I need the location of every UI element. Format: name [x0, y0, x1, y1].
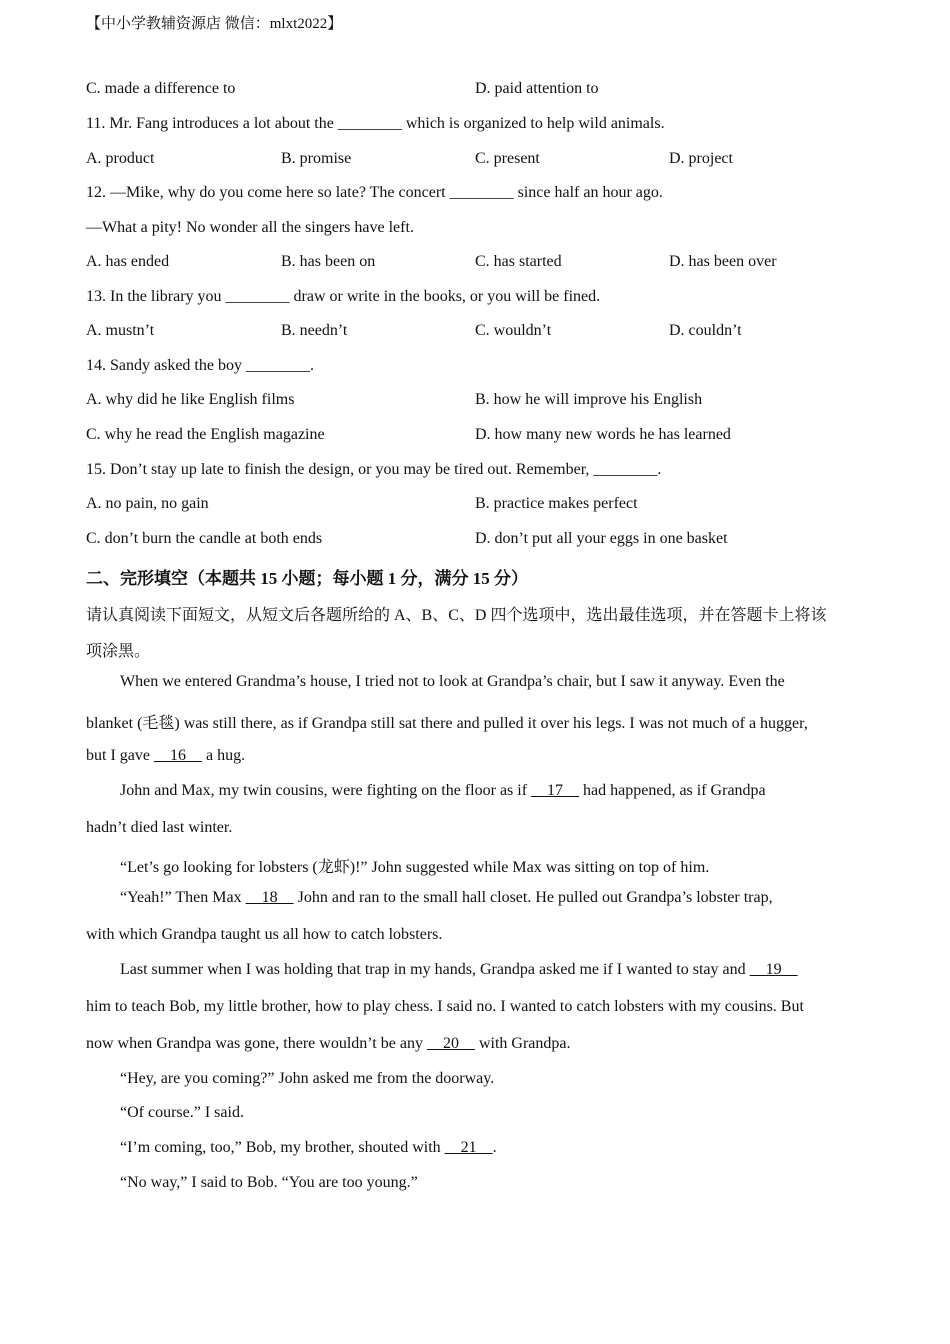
passage-line: with which Grandpa taught us all how to catch lobsters. — [86, 926, 443, 943]
passage-line: “I’m coming, too,” Bob, my brother, shouted with 21 . — [120, 1139, 497, 1156]
section-instruction: 请认真阅读下面短文，从短文后各题所给的 A、B、C、D 四个选项中，选出最佳选项，并在答题卡上将该 — [86, 607, 827, 624]
q13-option-d: D. couldn’t — [669, 322, 742, 339]
q12-option-c: C. has started — [475, 253, 562, 270]
blank-21: 21 — [444, 1139, 493, 1156]
blank-17: 17 — [531, 782, 580, 799]
q14-option-d: D. how many new words he has learned — [475, 426, 731, 443]
passage-line: hadn’t died last winter. — [86, 819, 233, 836]
q14-option-b: B. how he will improve his English — [475, 391, 703, 408]
blank-19: 19 — [749, 961, 798, 978]
passage-line: Last summer when I was holding that trap in my hands, Grandpa asked me if I wanted to stay and 19 — [120, 961, 798, 978]
q11-option-c: C. present — [475, 150, 540, 167]
q11-stem: 11. Mr. Fang introduces a lot about the ________ which is organized to help wild animals. — [86, 115, 665, 132]
watermark-header: 【中小学教辅资源店 微信：mlxt2022】 — [86, 16, 343, 32]
q12-stem: 12. —Mike, why do you come here so late? The concert ________ since half an hour ago. — [86, 184, 663, 201]
q15-option-a: A. no pain, no gain — [86, 495, 209, 512]
passage-line: “Yeah!” Then Max 18 John and ran to the small hall closet. He pulled out Grandpa’s lobster trap, — [120, 889, 773, 906]
passage-line: but I gave 16 a hug. — [86, 747, 246, 764]
passage-line: blanket (毛毯) was still there, as if Grandpa still sat there and pulled it over his legs. I was not much of a hugger, — [86, 715, 808, 732]
q15-stem: 15. Don’t stay up late to finish the design, or you may be tired out. Remember, ________. — [86, 461, 662, 478]
q14-stem: 14. Sandy asked the boy ________. — [86, 357, 314, 374]
passage-line: When we entered Grandma’s house, I tried not to look at Grandpa’s chair, but I saw it anyway. Even the — [120, 673, 785, 690]
passage-line: John and Max, my twin cousins, were fighting on the floor as if 17 had happened, as if Grandpa — [120, 782, 766, 799]
q14-option-c: C. why he read the English magazine — [86, 426, 325, 443]
q10-option-c: C. made a difference to — [86, 80, 236, 97]
q15-option-b: B. practice makes perfect — [475, 495, 638, 512]
q15-option-c: C. don’t burn the candle at both ends — [86, 530, 323, 547]
passage-line: now when Grandpa was gone, there wouldn’t be any 20 with Grandpa. — [86, 1035, 571, 1052]
q11-option-a: A. product — [86, 150, 155, 167]
q15-option-d: D. don’t put all your eggs in one basket — [475, 530, 728, 547]
blank-20: 20 — [426, 1035, 475, 1052]
section-instruction-cont: 项涂黑。 — [86, 643, 151, 660]
q10-option-d: D. paid attention to — [475, 80, 599, 97]
passage-line: “Hey, are you coming?” John asked me from the doorway. — [120, 1070, 495, 1087]
q12-reply: —What a pity! No wonder all the singers have left. — [86, 219, 414, 236]
passage-line: “No way,” I said to Bob. “You are too young.” — [120, 1174, 418, 1191]
passage-line: “Let’s go looking for lobsters (龙虾)!” John suggested while Max was sitting on top of him. — [120, 859, 710, 876]
q13-option-a: A. mustn’t — [86, 322, 155, 339]
q13-option-b: B. needn’t — [281, 322, 348, 339]
q13-stem: 13. In the library you ________ draw or write in the books, or you will be fined. — [86, 288, 601, 305]
q12-option-b: B. has been on — [281, 253, 376, 270]
blank-18: 18 — [245, 889, 294, 906]
q13-option-c: C. wouldn’t — [475, 322, 552, 339]
passage-line: him to teach Bob, my little brother, how to play chess. I said no. I wanted to catch lobsters with my cousins. But — [86, 998, 804, 1015]
blank-16: 16 — [153, 747, 202, 764]
q12-option-d: D. has been over — [669, 253, 777, 270]
q14-option-a: A. why did he like English films — [86, 391, 295, 408]
passage-line: “Of course.” I said. — [120, 1104, 244, 1121]
q11-option-b: B. promise — [281, 150, 352, 167]
section-title: 二、完形填空（本题共 15 小题；每小题 1 分，满分 15 分） — [86, 569, 528, 588]
q11-option-d: D. project — [669, 150, 733, 167]
q12-option-a: A. has ended — [86, 253, 170, 270]
